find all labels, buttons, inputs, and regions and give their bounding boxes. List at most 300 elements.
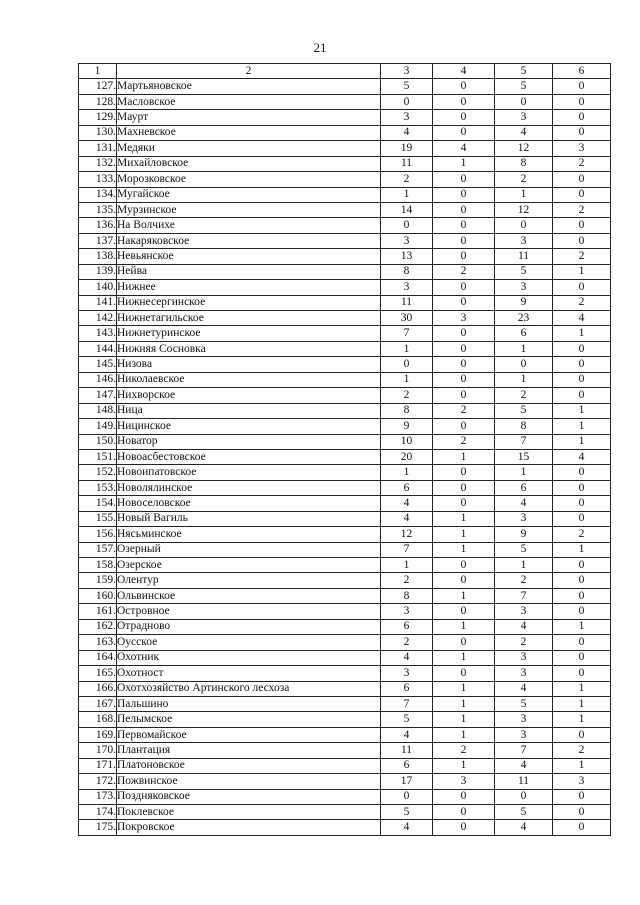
cell-col6: 0 [553,588,611,603]
column-header: 6 [553,64,611,79]
table-row [79,249,611,264]
cell-col6: 0 [553,372,611,387]
cell-col4: 0 [433,573,495,588]
row-number: 135. [79,202,117,217]
table-row [79,372,611,387]
cell-col4: 0 [433,635,495,650]
cell-col4: 2 [433,264,495,279]
table-row [79,264,611,279]
row-name: Низова [117,357,381,372]
cell-col6: 0 [553,511,611,526]
cell-col5: 1 [495,341,553,356]
cell-col5: 4 [495,758,553,773]
table-row [79,604,611,619]
table-row [79,527,611,542]
cell-col4: 0 [433,388,495,403]
table-row [79,480,611,495]
cell-col6: 1 [553,696,611,711]
cell-col3: 14 [381,202,433,217]
cell-col4: 0 [433,465,495,480]
cell-col4: 0 [433,805,495,820]
cell-col5: 5 [495,79,553,94]
cell-col6: 2 [553,249,611,264]
cell-col5: 9 [495,295,553,310]
cell-col5: 1 [495,558,553,573]
table-row [79,341,611,356]
row-name: Островное [117,604,381,619]
row-name: Оусское [117,635,381,650]
cell-col4: 0 [433,419,495,434]
row-number: 129. [79,110,117,125]
row-name: Ница [117,403,381,418]
cell-col4: 0 [433,666,495,681]
cell-col6: 1 [553,619,611,634]
table-row [79,696,611,711]
table-header-row [79,64,611,79]
cell-col4: 0 [433,341,495,356]
table-row [79,172,611,187]
cell-col4: 1 [433,696,495,711]
table-row [79,511,611,526]
cell-col5: 9 [495,527,553,542]
row-number: 163. [79,635,117,650]
cell-col5: 5 [495,805,553,820]
cell-col5: 3 [495,511,553,526]
table-row [79,218,611,233]
row-number: 140. [79,280,117,295]
table-row [79,789,611,804]
cell-col3: 7 [381,326,433,341]
cell-col5: 11 [495,774,553,789]
cell-col4: 0 [433,125,495,140]
cell-col4: 0 [433,357,495,372]
row-name: На Волчихе [117,218,381,233]
row-name: Невьянское [117,249,381,264]
cell-col5: 8 [495,419,553,434]
cell-col6: 2 [553,156,611,171]
cell-col4: 0 [433,110,495,125]
cell-col6: 0 [553,125,611,140]
cell-col4: 1 [433,650,495,665]
cell-col6: 0 [553,650,611,665]
cell-col4: 0 [433,604,495,619]
row-number: 153. [79,480,117,495]
cell-col5: 7 [495,743,553,758]
row-number: 147. [79,388,117,403]
cell-col3: 3 [381,233,433,248]
row-number: 154. [79,496,117,511]
cell-col3: 4 [381,496,433,511]
cell-col5: 1 [495,372,553,387]
row-number: 131. [79,141,117,156]
cell-col3: 0 [381,94,433,109]
row-number: 151. [79,449,117,464]
cell-col6: 3 [553,774,611,789]
cell-col3: 4 [381,511,433,526]
cell-col5: 3 [495,650,553,665]
cell-col6: 0 [553,172,611,187]
cell-col4: 0 [433,187,495,202]
row-name: Платоновское [117,758,381,773]
cell-col6: 0 [553,465,611,480]
table-row [79,588,611,603]
row-name: Новоселовское [117,496,381,511]
cell-col5: 0 [495,94,553,109]
cell-col6: 0 [553,187,611,202]
cell-col4: 2 [433,403,495,418]
table-row [79,202,611,217]
table-row [79,79,611,94]
row-number: 137. [79,233,117,248]
row-number: 138. [79,249,117,264]
cell-col3: 5 [381,79,433,94]
cell-col4: 2 [433,434,495,449]
row-name: Охотност [117,666,381,681]
row-number: 174. [79,805,117,820]
cell-col6: 0 [553,496,611,511]
column-header: 3 [381,64,433,79]
cell-col6: 1 [553,681,611,696]
cell-col6: 0 [553,573,611,588]
row-name: Нижнесергинское [117,295,381,310]
row-name: Масловское [117,94,381,109]
cell-col3: 1 [381,558,433,573]
row-number: 148. [79,403,117,418]
cell-col6: 0 [553,218,611,233]
cell-col3: 2 [381,172,433,187]
cell-col4: 4 [433,141,495,156]
cell-col4: 1 [433,681,495,696]
table-row [79,820,611,835]
cell-col6: 4 [553,311,611,326]
cell-col6: 1 [553,542,611,557]
row-number: 150. [79,434,117,449]
row-number: 152. [79,465,117,480]
row-name: Нижняя Сосновка [117,341,381,356]
cell-col3: 5 [381,712,433,727]
cell-col4: 0 [433,372,495,387]
table-row [79,650,611,665]
table-row [79,295,611,310]
cell-col6: 2 [553,527,611,542]
cell-col5: 3 [495,666,553,681]
cell-col5: 3 [495,110,553,125]
column-header: 4 [433,64,495,79]
row-number: 149. [79,419,117,434]
cell-col3: 4 [381,727,433,742]
cell-col5: 1 [495,465,553,480]
row-name: Новоасбестовское [117,449,381,464]
cell-col5: 3 [495,233,553,248]
cell-col5: 4 [495,619,553,634]
cell-col6: 1 [553,419,611,434]
table-row [79,187,611,202]
cell-col4: 0 [433,326,495,341]
cell-col4: 0 [433,249,495,264]
cell-col3: 6 [381,480,433,495]
cell-col5: 6 [495,480,553,495]
page-number: 21 [313,40,327,55]
table-row [79,712,611,727]
cell-col5: 12 [495,202,553,217]
cell-col4: 1 [433,619,495,634]
row-number: 134. [79,187,117,202]
cell-col6: 1 [553,712,611,727]
cell-col5: 7 [495,434,553,449]
row-number: 172. [79,774,117,789]
cell-col6: 0 [553,789,611,804]
row-name: Первомайское [117,727,381,742]
cell-col5: 8 [495,156,553,171]
row-name: Пальшино [117,696,381,711]
table-row [79,388,611,403]
row-number: 159. [79,573,117,588]
data-table [78,63,611,836]
cell-col4: 0 [433,94,495,109]
cell-col5: 2 [495,635,553,650]
cell-col4: 0 [433,480,495,495]
cell-col5: 15 [495,449,553,464]
cell-col5: 3 [495,727,553,742]
row-name: Накаряковское [117,233,381,248]
row-name: Медяки [117,141,381,156]
cell-col4: 0 [433,496,495,511]
cell-col5: 3 [495,712,553,727]
table-row [79,280,611,295]
column-header: 1 [79,64,117,79]
row-name: Новоипатовское [117,465,381,480]
row-name: Поклевское [117,805,381,820]
cell-col3: 3 [381,666,433,681]
cell-col5: 4 [495,496,553,511]
row-name: Охотник [117,650,381,665]
cell-col5: 6 [495,326,553,341]
row-name: Николаевское [117,372,381,387]
row-number: 155. [79,511,117,526]
cell-col3: 10 [381,434,433,449]
cell-col5: 12 [495,141,553,156]
table-row [79,758,611,773]
row-name: Мартьяновское [117,79,381,94]
row-number: 145. [79,357,117,372]
cell-col6: 0 [553,94,611,109]
cell-col3: 3 [381,280,433,295]
cell-col3: 6 [381,619,433,634]
cell-col3: 13 [381,249,433,264]
cell-col4: 0 [433,202,495,217]
table-row [79,573,611,588]
table-row [79,156,611,171]
cell-col5: 3 [495,280,553,295]
row-number: 165. [79,666,117,681]
table-row [79,403,611,418]
cell-col6: 3 [553,141,611,156]
table-row [79,357,611,372]
cell-col3: 7 [381,542,433,557]
cell-col5: 5 [495,696,553,711]
cell-col5: 5 [495,542,553,557]
cell-col3: 1 [381,341,433,356]
cell-col6: 0 [553,820,611,835]
cell-col5: 0 [495,789,553,804]
row-number: 144. [79,341,117,356]
table-row [79,774,611,789]
cell-col6: 0 [553,110,611,125]
cell-col4: 1 [433,727,495,742]
cell-col6: 1 [553,403,611,418]
row-number: 167. [79,696,117,711]
row-name: Нижнетагильское [117,311,381,326]
row-name: Морозковское [117,172,381,187]
cell-col5: 2 [495,172,553,187]
cell-col3: 4 [381,820,433,835]
row-number: 173. [79,789,117,804]
cell-col5: 11 [495,249,553,264]
row-number: 161. [79,604,117,619]
cell-col6: 1 [553,326,611,341]
row-number: 171. [79,758,117,773]
table-row [79,465,611,480]
row-number: 158. [79,558,117,573]
cell-col5: 2 [495,388,553,403]
cell-col6: 2 [553,295,611,310]
cell-col6: 0 [553,805,611,820]
row-number: 143. [79,326,117,341]
cell-col4: 0 [433,280,495,295]
cell-col6: 4 [553,449,611,464]
row-name: Новатор [117,434,381,449]
table-row [79,141,611,156]
row-number: 128. [79,94,117,109]
table-row [79,326,611,341]
cell-col6: 1 [553,434,611,449]
cell-col6: 1 [553,758,611,773]
table-row [79,496,611,511]
row-number: 166. [79,681,117,696]
column-header: 5 [495,64,553,79]
cell-col5: 4 [495,681,553,696]
cell-col5: 5 [495,264,553,279]
table-row [79,311,611,326]
row-name: Ницинское [117,419,381,434]
cell-col3: 17 [381,774,433,789]
table-row [79,110,611,125]
cell-col6: 0 [553,666,611,681]
cell-col4: 0 [433,295,495,310]
cell-col3: 8 [381,403,433,418]
cell-col3: 0 [381,789,433,804]
cell-col6: 0 [553,341,611,356]
cell-col5: 3 [495,604,553,619]
cell-col3: 8 [381,264,433,279]
row-number: 156. [79,527,117,542]
row-name: Маурт [117,110,381,125]
cell-col4: 0 [433,558,495,573]
row-number: 162. [79,619,117,634]
cell-col3: 6 [381,681,433,696]
cell-col6: 0 [553,635,611,650]
row-name: Нихворское [117,388,381,403]
cell-col4: 0 [433,172,495,187]
row-name: Михайловское [117,156,381,171]
table-row [79,805,611,820]
row-number: 160. [79,588,117,603]
row-name: Нижнетуринское [117,326,381,341]
cell-col3: 4 [381,125,433,140]
row-name: Олентур [117,573,381,588]
row-number: 157. [79,542,117,557]
cell-col3: 2 [381,635,433,650]
cell-col5: 4 [495,125,553,140]
cell-col5: 0 [495,218,553,233]
row-name: Охотхозяйство Артинского лесхоза [117,681,381,696]
table-row [79,681,611,696]
row-number: 127. [79,79,117,94]
row-number: 175. [79,820,117,835]
table-row [79,666,611,681]
row-name: Покровское [117,820,381,835]
cell-col6: 0 [553,280,611,295]
cell-col5: 2 [495,573,553,588]
cell-col3: 0 [381,357,433,372]
cell-col6: 0 [553,558,611,573]
cell-col4: 3 [433,311,495,326]
table-row [79,419,611,434]
cell-col4: 3 [433,774,495,789]
cell-col4: 2 [433,743,495,758]
cell-col6: 1 [553,264,611,279]
cell-col3: 1 [381,372,433,387]
row-name: Ольвинское [117,588,381,603]
cell-col3: 1 [381,465,433,480]
cell-col4: 1 [433,449,495,464]
cell-col4: 0 [433,79,495,94]
cell-col4: 1 [433,588,495,603]
cell-col3: 11 [381,743,433,758]
row-name: Пожвинское [117,774,381,789]
row-number: 130. [79,125,117,140]
cell-col3: 5 [381,805,433,820]
cell-col3: 3 [381,110,433,125]
cell-col3: 9 [381,419,433,434]
row-name: Новолялинское [117,480,381,495]
row-name: Нейва [117,264,381,279]
cell-col3: 19 [381,141,433,156]
cell-col6: 0 [553,388,611,403]
cell-col4: 0 [433,789,495,804]
cell-col3: 11 [381,295,433,310]
row-number: 142. [79,311,117,326]
cell-col3: 4 [381,650,433,665]
cell-col4: 0 [433,218,495,233]
row-number: 169. [79,727,117,742]
cell-col6: 2 [553,743,611,758]
cell-col6: 0 [553,604,611,619]
cell-col5: 7 [495,588,553,603]
table-body [79,64,611,836]
table-row [79,727,611,742]
row-number: 139. [79,264,117,279]
cell-col5: 0 [495,357,553,372]
row-name: Поздняковское [117,789,381,804]
cell-col6: 2 [553,202,611,217]
cell-col3: 20 [381,449,433,464]
table-row [79,94,611,109]
table-row [79,635,611,650]
row-name: Новый Вагиль [117,511,381,526]
row-number: 170. [79,743,117,758]
cell-col3: 1 [381,187,433,202]
